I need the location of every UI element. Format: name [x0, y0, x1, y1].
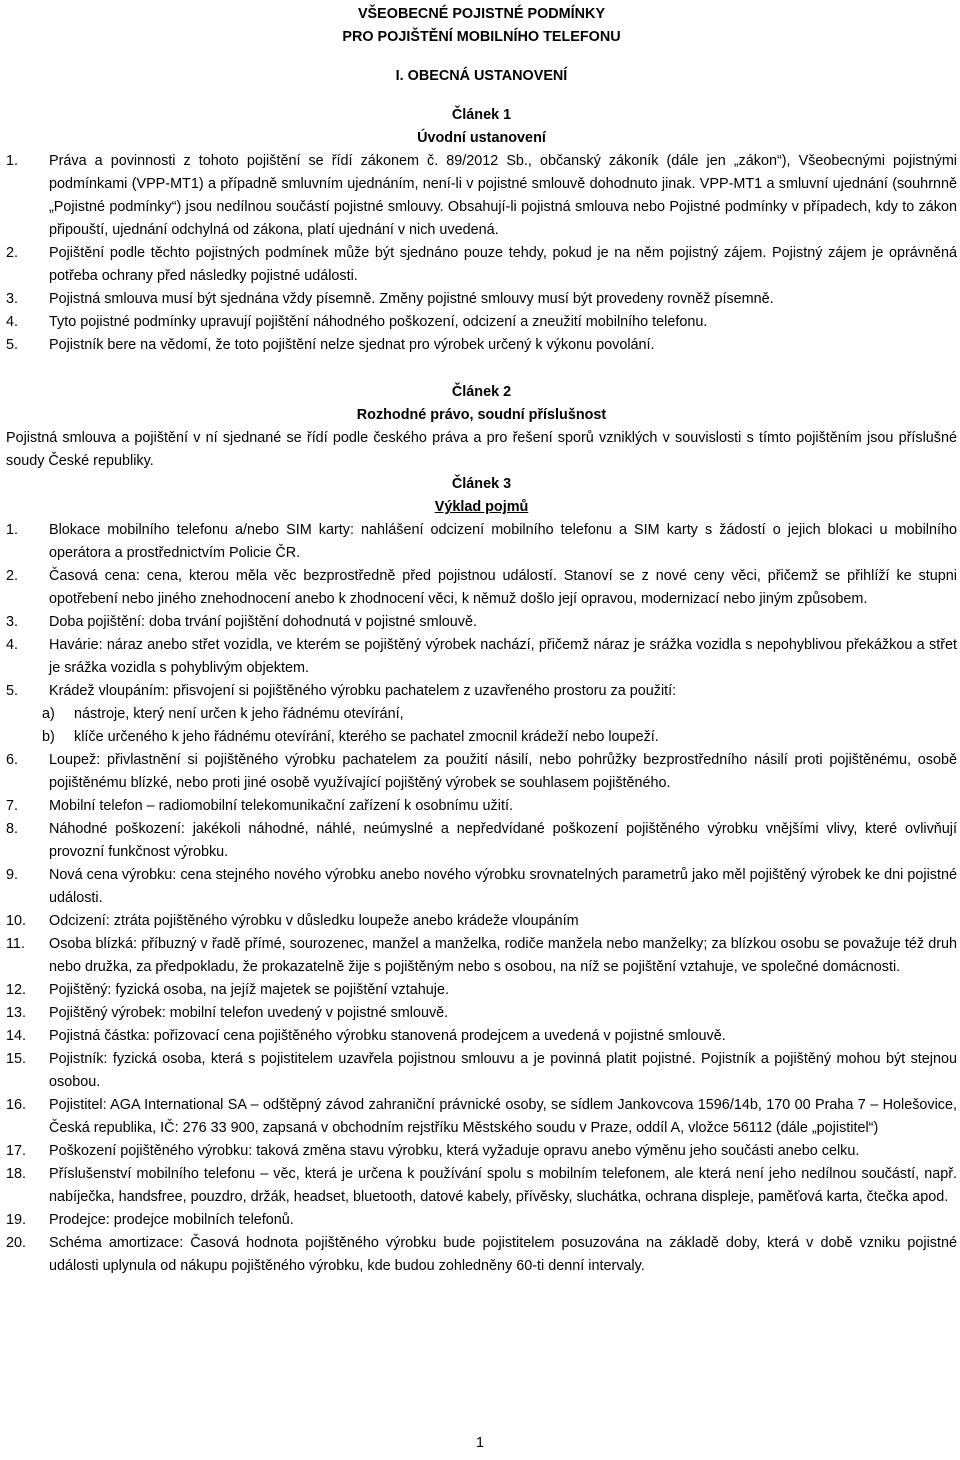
article-3-label: Článek 3: [451, 476, 512, 492]
sub-list-item: b) klíče určeného k jeho řádnému otevírání, kterého se pachatel zmocnil krádeží nebo loupeží.: [42, 729, 659, 745]
section-title: I. OBECNÁ USTANOVENÍ: [395, 68, 568, 84]
article-3-title: Výklad pojmů: [434, 499, 529, 515]
list-item: 8. Náhodné poškození: jakékoli náhodné, náhlé, neúmyslné a nepředvídané poškození pojištěného výrobku vnějšími vlivy, které ovlivňují provozní funkčnost výrobku.: [6, 821, 957, 860]
list-item: 16. Pojistitel: AGA International SA – odštěpný závod zahraniční právnické osoby, se sídlem Jankovcova 1596/14b, 170 00 Praha 7 – Holešovice, Česká republika, IČ: 276 33 900, zapsaná v obchodním rejstříku Městského soudu v Praze, oddíl A, vložce 56112 (dále „pojistitel“): [6, 1097, 957, 1136]
article-1-label: Článek 1: [451, 107, 512, 123]
list-item: 4. Tyto pojistné podmínky upravují pojištění náhodného poškození, odcizení a zneužití mobilního telefonu.: [6, 314, 708, 330]
list-item: 20. Schéma amortizace: Časová hodnota pojištěného výrobku bude pojistitelem posuzována na základě doby, která v době vzniku pojistné události uplynula od nákupu pojištěného výrobku, kde budou zohledněny 60-ti denní intervaly.: [6, 1235, 957, 1274]
list-item: 15. Pojistník: fyzická osoba, která s pojistitelem uzavřela pojistnou smlouvu a je povinná platit pojistné. Pojistník a pojištěný mohou být stejnou osobou.: [6, 1051, 957, 1090]
list-item: 5. Krádež vloupáním: přisvojení si pojištěného výrobku pachatelem z uzavřeného prostoru za použití:: [6, 683, 677, 699]
list-item: 2. Časová cena: cena, kterou měla věc bezprostředně před pojistnou událostí. Stanoví se z nové ceny věci, přičemž se přihlíží ke stupni opotřebení nebo jiného znehodnocení anebo k zhodnocení věci, k němuž došlo její opravou, modernizací nebo jiným způsobem.: [6, 568, 957, 607]
list-item: 2. Pojištění podle těchto pojistných podmínek může být sjednáno pouze tehdy, pokud je na něm pojistný zájem. Pojistný zájem je oprávněná potřeba ochrany před následky pojistné události.: [6, 245, 957, 284]
list-item: 11. Osoba blízká: příbuzný v řadě přímé, sourozenec, manžel a manželka, rodiče manžela nebo manželky; za blízkou osobu se považuje též druh nebo družka, za předpokladu, že prokazatelně žije s pojištěným nebo s osobou, na níž se pojištění vztahuje, ve společné domácnosti.: [6, 936, 957, 975]
article-2-text: Pojistná smlouva a pojištění v ní sjednané se řídí podle českého práva a pro řešení sporů vzniklých v souvislosti s tímto pojištěním jsou příslušné soudy České republiky.: [6, 430, 957, 469]
list-item: 12. Pojištěný: fyzická osoba, na jejíž majetek se pojištění vztahuje.: [6, 982, 449, 998]
article-2-label: Článek 2: [451, 384, 512, 400]
article-1-title: Úvodní ustanovení: [417, 130, 546, 146]
article-1-list: [6, 150, 957, 357]
list-item: 17. Poškození pojištěného výrobku: taková změna stavu výrobku, která vyžaduje opravu anebo výměnu jeho součásti anebo celku.: [6, 1143, 860, 1159]
list-item: 7. Mobilní telefon – radiomobilní telekomunikační zařízení k osobnímu užití.: [6, 798, 513, 814]
list-item: 9. Nová cena výrobku: cena stejného nového výrobku anebo nového výrobku srovnatelných parametrů jako měl pojištěný výrobek ke dni pojistné události.: [6, 867, 957, 906]
list-item: 5. Pojistník bere na vědomí, že toto pojištění nelze sjednat pro výrobek určený k výkonu povolání.: [6, 337, 655, 353]
list-item: 19. Prodejce: prodejce mobilních telefonů.: [6, 1212, 294, 1228]
list-item: 18. Příslušenství mobilního telefonu – věc, která je určena k používání spolu s mobilním telefonem, ale která není jeho nedílnou součástí, např. nabíječka, handsfree, pouzdro, držák, headset, bluetooth, datové kabely, přívěsky, sluchátka, ochrana displeje, paměťová karta, čtečka apod.: [6, 1166, 957, 1205]
article-3-list: [6, 519, 957, 1278]
list-item: 3. Pojistná smlouva musí být sjednána vždy písemně. Změny pojistné smlouvy musí být provedeny rovněž písemně.: [6, 291, 774, 307]
list-item: 10. Odcizení: ztráta pojištěného výrobku v důsledku loupeže anebo krádeže vloupáním: [6, 913, 579, 929]
list-item: 6. Loupež: přivlastnění si pojištěného výrobku pachatelem za použití násilí, nebo pohrůžky bezprostředního násilí proti pojištěnému, osobě pojištěnému blízké, nebo proti jiné osobě využívající pojištěný výrobek se souhlasem pojištěného.: [6, 752, 957, 791]
page-number: 1: [475, 1435, 484, 1451]
document-title-line2: PRO POJIŠTĚNÍ MOBILNÍHO TELEFONU: [342, 29, 621, 45]
list-item: 1. Práva a povinnosti z tohoto pojištění se řídí zákonem č. 89/2012 Sb., občanský zákoník (dále jen „zákon“), Všeobecnými pojistnými podmínkami (VPP-MT1) a případně smluvním ujednáním, není-li v pojistné smlouvě dohodnuto jinak. VPP-MT1 a smluvní ujednání (souhrnně „Pojistné podmínky“) jsou nedílnou součástí pojistné smlouvy. Obsahují-li pojistná smlouva nebo Pojistné podmínky v případech, kdy to zákon připouští, ujednání odchylná od zákona, platí ujednání v nich uvedená.: [6, 153, 957, 238]
document-title-line1: VŠEOBECNÉ POJISTNÉ PODMÍNKY: [357, 6, 606, 22]
list-item: 14. Pojistná částka: pořizovací cena pojištěného výrobku stanovená prodejcem a uvedená v pojistné smlouvě.: [6, 1028, 726, 1044]
list-item: 13. Pojištěný výrobek: mobilní telefon uvedený v pojistné smlouvě.: [6, 1005, 449, 1021]
list-item: 1. Blokace mobilního telefonu a/nebo SIM karty: nahlášení odcizení mobilního telefonu a SIM karty s žádostí o jejich blokaci u mobilního operátora a prostřednictvím Policie ČR.: [6, 522, 957, 561]
list-item: 3. Doba pojištění: doba trvání pojištění dohodnutá v pojistné smlouvě.: [6, 614, 477, 630]
sub-list-item: a) nástroje, který není určen k jeho řádnému otevírání,: [42, 706, 404, 722]
article-2-title: Rozhodné právo, soudní příslušnost: [356, 407, 607, 423]
list-item: 4. Havárie: náraz anebo střet vozidla, ve kterém se pojištěný výrobek nachází, přičemž náraz je srážka vozidla s nepohyblivou překážkou a střet je srážka vozidla s pohyblivým objektem.: [6, 637, 957, 676]
